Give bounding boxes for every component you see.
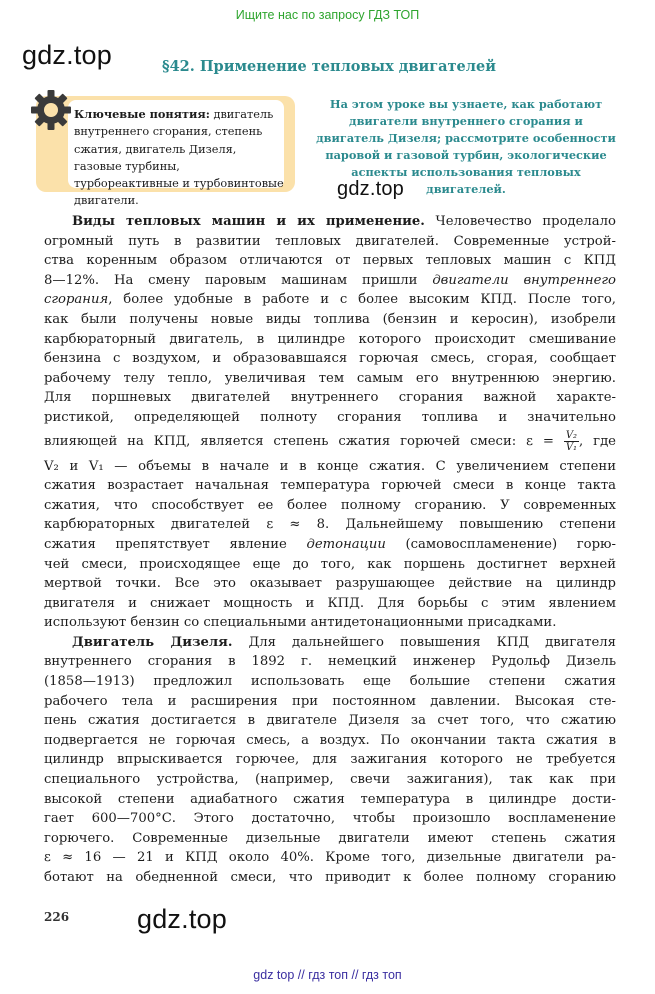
text-line: ботают на обедненной смеси, что приводит к более полному сгоранию (44, 870, 616, 885)
paragraph-heading: Виды тепловых машин и их применение. (72, 214, 425, 229)
text-line: мертвой точки. Все это оказывает разрушающее действие на цилиндр (44, 576, 616, 592)
term-emphasis: двигатели внутреннего (432, 272, 616, 288)
text-line: подвергается не горючая смесь, а воздух. По окончании такта сжатия в (44, 732, 616, 748)
compression-ratio-fraction: $\frac{\text{V₂}}{\text{V₁}}$ (565, 429, 578, 453)
text-line: используют бензин со специальными антидетонационными присадками. (44, 615, 557, 631)
text-line: ε ≈ 16 — 21 и КПД около 40%. Кроме того, дизельные двигатели ра- (44, 850, 616, 866)
paragraph-heading: Двигатель Дизеля. (72, 634, 233, 650)
main-text (44, 212, 616, 888)
text-line: сгорания, более удобные в работе и с более высоким КПД. После того, (44, 292, 616, 308)
top-banner[interactable]: Ищите нас по запросу ГДЗ ТОП (235, 8, 420, 22)
text-line: Двигатель Дизеля. Для дальнейшего повышения КПД двигателя (72, 634, 616, 650)
watermark-logo: gdz.top (22, 40, 112, 70)
text-line: сжатия, что способствует ее более полному сгоранию. У современных (44, 497, 616, 513)
text-line: специального устройства, (например, свечи зажигания), так как при (44, 772, 616, 788)
text-line: рабочего тела и расширения при постоянном давлении. Высокая сте- (44, 693, 616, 709)
text-line: гает 600—700°С. Этого достаточно, чтобы произошло воспламенение (44, 811, 616, 827)
text-line: Для поршневых двигателей внутреннего сгорания важной характе- (44, 390, 616, 406)
text-line: ства коренным образом отличаются от первых тепловых машин с КПД (44, 253, 616, 269)
text-line: сжатия возрастает начальная температура горючей смеси в конце такта (44, 478, 616, 494)
text-line: чей смеси, происходящее еще до того, как поршень достигнет верхней (44, 556, 616, 572)
text-line: бензина с воздухом, и образовавшаяся горючая смесь, сгорая, сообщает (44, 351, 616, 367)
watermark-logo: gdz.top (137, 904, 227, 934)
key-concepts-text (74, 106, 286, 210)
text-line: рабочему телу тепло, увеличивая тем самым его внутреннюю энергию. (44, 370, 616, 386)
text-line: Виды тепловых машин и их применение. Человечество проделало (72, 214, 616, 229)
key-concepts-list: двигатель внутреннего сгорания, степень сжатия, двигатель Дизеля, газовые турбины, турбореактивные и турбовинтовые двигатели. (74, 108, 284, 208)
text-line: пень сжатия достигается в двигателе Дизеля за счет того, что сжатию (44, 713, 616, 729)
text-line: сжатия препятствует явление детонации (самовоспламенение) горю- (44, 536, 616, 552)
gear-icon (30, 89, 72, 131)
text-line: карбюраторных двигателей ε ≈ 8. Дальнейшему повышению степени (44, 517, 616, 533)
text-line: карбюраторный двигатель, в цилиндре которого происходит смешивание (44, 331, 616, 347)
text-line: горючего. Современные дизельные двигатели имеют степень сжатия (44, 830, 616, 846)
text-line: 8—12%. На смену паровым машинам пришли двигатели внутреннего (44, 272, 616, 288)
text-line: внутреннего сгорания в 1892 г. немецкий инженер Рудольф Дизель (44, 654, 616, 670)
text-line: высокой степени адиабатного сжатия температура в цилиндре дости- (44, 791, 616, 807)
text-line: V₂ и V₁ — объемы в начале и в конце сжатия. С увеличением степени (44, 458, 616, 474)
section-title: §42. Применение тепловых двигателей (162, 58, 496, 75)
text-line: двигателя и снижает мощность и КПД. Для борьбы с этим явлением (44, 595, 616, 611)
text-line: огромный путь в развитии тепловых двигателей. Современные устрой- (44, 233, 616, 249)
text-line: (1858—1913) предложил использовать еще большие степени сжатия (44, 674, 616, 690)
page-number: 226 (44, 910, 70, 924)
term-emphasis: сгорания (44, 292, 109, 308)
footer-links[interactable]: gdz top // гдз топ // гдз топ (253, 968, 402, 982)
key-concepts-label: Ключевые понятия: (74, 107, 210, 121)
lesson-intro: На этом уроке вы узнаете, как работают двигатели внутреннего сгорания и двигатель Дизеля; рассмотрите особенности паровой и газовой турбин, экологические аспекты использования тепловых двигателей. (316, 97, 616, 197)
formula-line: влияющей на КПД, является степень сжатия горючей смеси: ε = $\frac{\text{V₂}}{\text{V₁}}$ , где (44, 429, 616, 453)
text-line: ристикой, определяющей полноту сгорания топлива и значительно (44, 409, 616, 425)
text-line: цилиндр впрыскивается горючее, для зажигания которого не требуется (44, 752, 616, 768)
term-emphasis: детонации (306, 536, 386, 552)
text-line: как были получены новые виды топлива (бензин и керосин), изобрели (44, 311, 616, 327)
watermark-logo: gdz.top (337, 178, 405, 200)
